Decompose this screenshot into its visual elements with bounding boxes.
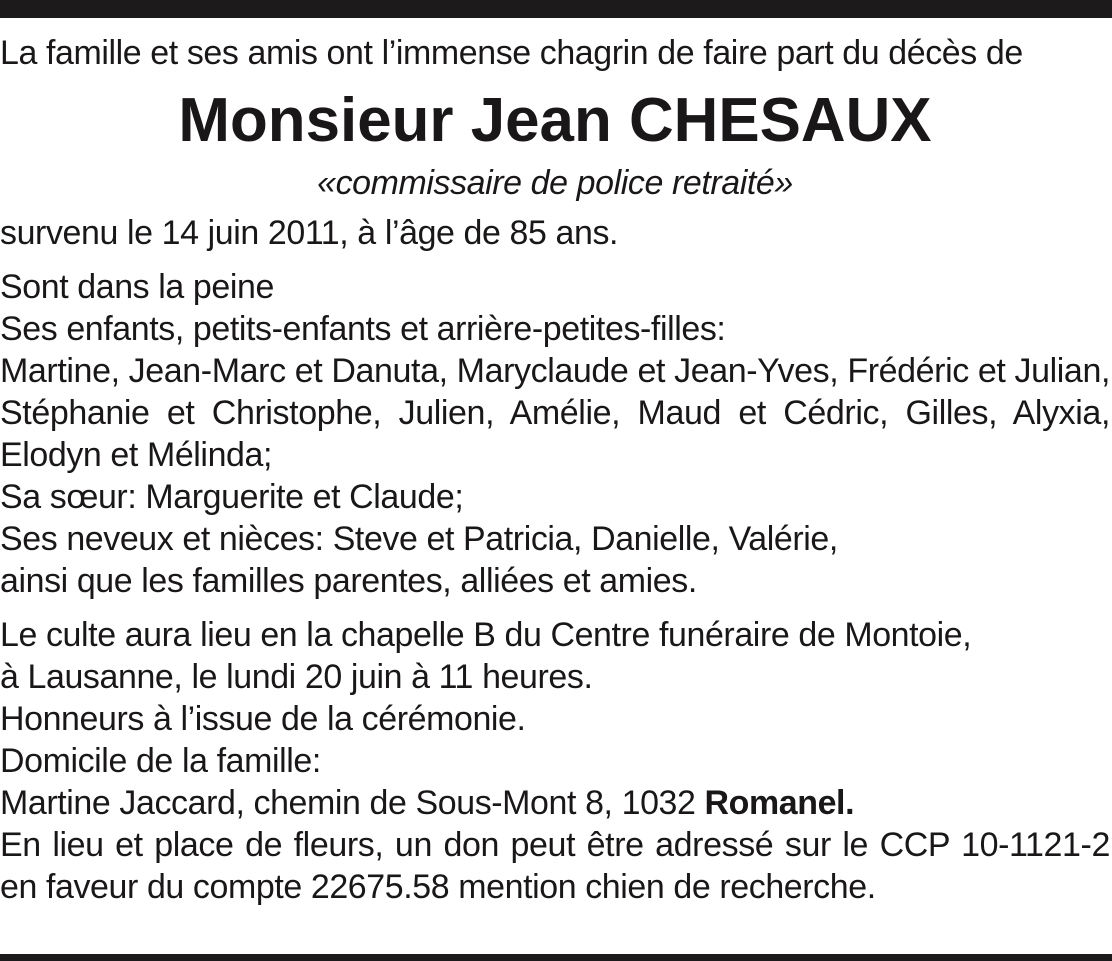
obituary-notice xyxy=(0,32,1110,908)
children-line: Elodyn et Mélinda; xyxy=(0,436,273,474)
intro-text: La famille et ses amis ont l’immense chagrin de faire part du décès de xyxy=(0,34,1023,72)
children-label: Ses enfants, petits-enfants et arrière-petites-filles: xyxy=(0,310,726,348)
bottom-rule xyxy=(0,954,1112,961)
deceased-name: Monsieur Jean CHESAUX xyxy=(178,86,932,155)
deceased-title: «commissaire de police retraité» xyxy=(317,164,793,202)
town-name: Romanel. xyxy=(704,784,855,822)
children-line: Martine, Jean-Marc et Danuta, Maryclaude et Jean-Yves, Frédéric et Julian, xyxy=(0,352,1110,390)
nephews-line: Ses neveux et nièces: Steve et Patricia, Danielle, Valérie, xyxy=(0,520,838,558)
mourners-section xyxy=(0,266,1110,602)
address-line xyxy=(0,782,1108,824)
domicile-label: Domicile de la famille: xyxy=(0,742,321,780)
children-line: Stéphanie et Christophe, Julien, Amélie, Maud et Cédric, Gilles, Alyxia, xyxy=(0,394,1110,432)
ceremony-line: Le culte aura lieu en la chapelle B du Centre funéraire de Montoie, xyxy=(0,616,972,654)
mourners-heading: Sont dans la peine xyxy=(0,268,274,306)
ceremony-line: à Lausanne, le lundi 20 juin à 11 heures. xyxy=(0,658,593,696)
date-line: survenu le 14 juin 2011, à l’âge de 85 ans. xyxy=(0,214,619,252)
top-rule xyxy=(0,0,1112,18)
donation-line: en faveur du compte 22675.58 mention chien de recherche. xyxy=(0,868,876,906)
donation-line: En lieu et place de fleurs, un don peut être adressé sur le CCP 10-1121-2 xyxy=(0,826,1110,864)
honors-line: Honneurs à l’issue de la cérémonie. xyxy=(0,700,526,738)
families-line: ainsi que les familles parentes, alliées et amies. xyxy=(0,562,697,600)
sister-line: Sa sœur: Marguerite et Claude; xyxy=(0,478,464,516)
address-text: Martine Jaccard, chemin de Sous-Mont 8, 1032 xyxy=(0,784,696,822)
ceremony-section xyxy=(0,614,1110,908)
